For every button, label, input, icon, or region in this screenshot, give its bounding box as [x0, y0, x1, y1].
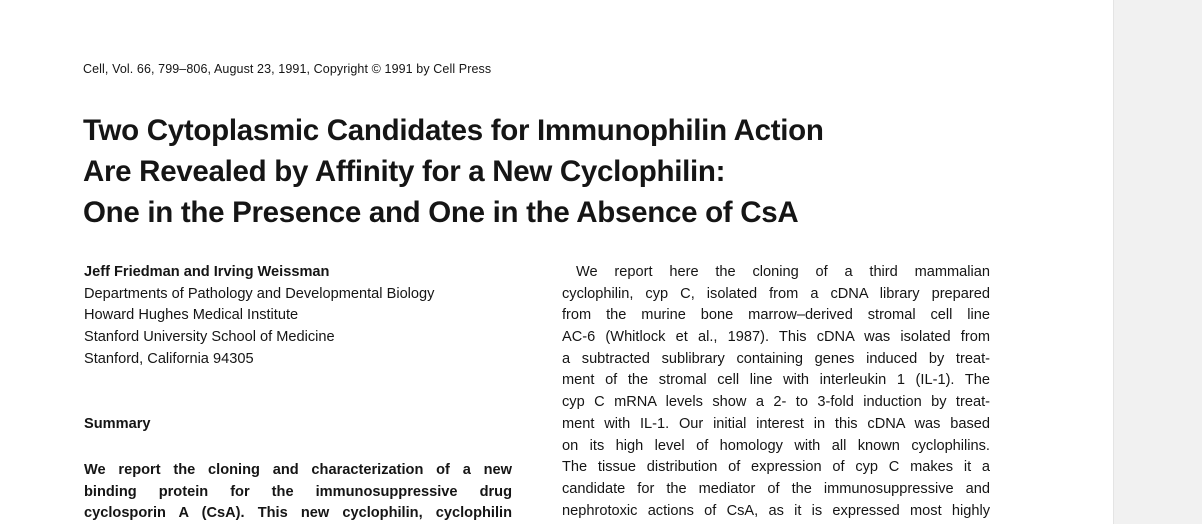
body-line: AC-6 (Whitlock et al., 1987). This cDNA was isolated from	[562, 329, 990, 346]
body-line: a subtracted sublibrary containing genes induced by treat-	[562, 350, 990, 367]
viewer-side-panel	[1113, 0, 1202, 524]
body-line: from the murine bone marrow–derived stromal cell line	[562, 307, 990, 324]
authors: Jeff Friedman and Irving Weissman	[84, 264, 330, 280]
summary-heading: Summary	[84, 416, 151, 432]
abstract-text	[84, 460, 512, 524]
citation-line: Cell, Vol. 66, 799–806, August 23, 1991, Copyright © 1991 by Cell Press	[83, 62, 492, 76]
affiliation-line: Howard Hughes Medical Institute	[84, 307, 299, 324]
title-line: One in the Presence and One in the Absence of CsA	[83, 196, 799, 229]
affiliation-line: Stanford, California 94305	[84, 350, 254, 367]
body-line: ment with IL-1. Our initial interest in this cDNA was based	[562, 415, 990, 432]
abstract-line: We report the cloning and characterization of a new	[84, 462, 512, 478]
paper-title	[83, 110, 824, 233]
body-line: We report here the cloning of a third mammalian	[576, 264, 990, 280]
affiliation-line: Stanford University School of Medicine	[84, 329, 335, 346]
body-line: candidate for the mediator of the immunosuppressive and	[562, 480, 990, 497]
abstract-line: cyclosporin A (CsA). This new cyclophilin, cyclophilin	[84, 505, 512, 522]
author-block	[84, 262, 516, 371]
affiliation-line: Departments of Pathology and Developmental Biology	[84, 285, 435, 302]
body-line: cyclophilin, cyp C, isolated from a cDNA library prepared	[562, 285, 990, 302]
abstract-line: binding protein for the immunosuppressive drug	[84, 483, 512, 500]
body-column	[562, 262, 990, 522]
body-line: nephrotoxic actions of CsA, as it is expressed most highly	[562, 502, 990, 519]
body-line: The tissue distribution of expression of cyp C makes it a	[562, 459, 990, 476]
title-line: Are Revealed by Affinity for a New Cyclophilin:	[83, 155, 726, 188]
body-line: ment of the stromal cell line with interleukin 1 (IL-1). The	[562, 372, 990, 389]
title-line: Two Cytoplasmic Candidates for Immunophilin Action	[83, 114, 824, 147]
body-line: cyp C mRNA levels show a 2- to 3-fold induction by treat-	[562, 394, 990, 411]
body-line: on its high level of homology with all known cyclophilins.	[562, 437, 990, 454]
